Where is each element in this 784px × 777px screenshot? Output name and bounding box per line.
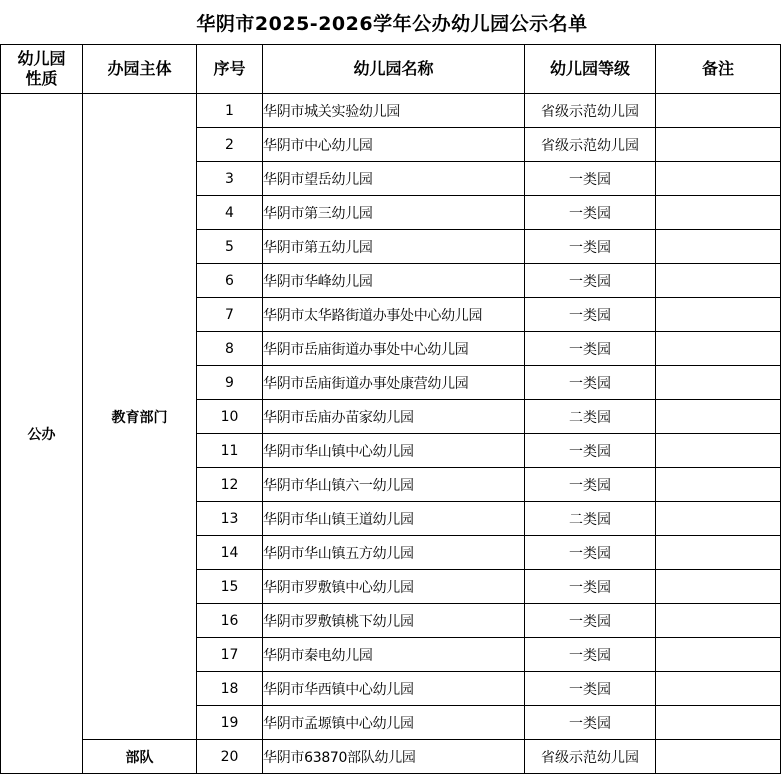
index-cell: 20 xyxy=(197,740,263,774)
note-cell xyxy=(656,332,781,366)
header-note: 备注 xyxy=(656,45,781,94)
note-cell xyxy=(656,468,781,502)
name-cell: 华阴市望岳幼儿园 xyxy=(263,162,525,196)
note-cell xyxy=(656,502,781,536)
note-cell xyxy=(656,196,781,230)
grade-cell: 一类园 xyxy=(525,570,656,604)
sponsor-cell-edu: 教育部门 xyxy=(83,94,197,740)
name-cell: 华阴市第五幼儿园 xyxy=(263,230,525,264)
note-cell xyxy=(656,264,781,298)
index-cell: 1 xyxy=(197,94,263,128)
index-cell: 18 xyxy=(197,672,263,706)
grade-cell: 一类园 xyxy=(525,536,656,570)
grade-cell: 一类园 xyxy=(525,230,656,264)
note-cell xyxy=(656,536,781,570)
header-row xyxy=(1,45,781,94)
name-cell: 华阴市第三幼儿园 xyxy=(263,196,525,230)
header-nature xyxy=(1,45,83,94)
nature-cell: 公办 xyxy=(1,94,83,774)
index-cell: 7 xyxy=(197,298,263,332)
table-row xyxy=(1,94,781,128)
index-cell: 19 xyxy=(197,706,263,740)
header-index: 序号 xyxy=(197,45,263,94)
note-cell xyxy=(656,672,781,706)
name-cell: 华阴市华峰幼儿园 xyxy=(263,264,525,298)
name-cell: 华阴市岳庙办苗家幼儿园 xyxy=(263,400,525,434)
grade-cell: 一类园 xyxy=(525,196,656,230)
sponsor-cell-army: 部队 xyxy=(83,740,197,774)
grade-cell: 一类园 xyxy=(525,672,656,706)
index-cell: 2 xyxy=(197,128,263,162)
page-title: 华阴市2025-2026学年公办幼儿园公示名单 xyxy=(196,12,588,35)
grade-cell: 一类园 xyxy=(525,638,656,672)
index-cell: 9 xyxy=(197,366,263,400)
index-cell: 3 xyxy=(197,162,263,196)
note-cell xyxy=(656,128,781,162)
note-cell xyxy=(656,230,781,264)
index-cell: 6 xyxy=(197,264,263,298)
name-cell: 华阴市太华路街道办事处中心幼儿园 xyxy=(263,298,525,332)
header-name: 幼儿园名称 xyxy=(263,45,525,94)
index-cell: 16 xyxy=(197,604,263,638)
index-cell: 15 xyxy=(197,570,263,604)
grade-cell: 省级示范幼儿园 xyxy=(525,740,656,774)
header-sponsor: 办园主体 xyxy=(83,45,197,94)
index-cell: 12 xyxy=(197,468,263,502)
grade-cell: 二类园 xyxy=(525,502,656,536)
grade-cell: 一类园 xyxy=(525,604,656,638)
grade-cell: 一类园 xyxy=(525,468,656,502)
note-cell xyxy=(656,94,781,128)
name-cell: 华阴市孟塬镇中心幼儿园 xyxy=(263,706,525,740)
header-nature-line1: 幼儿园 xyxy=(17,49,66,68)
name-cell: 华阴市华山镇中心幼儿园 xyxy=(263,434,525,468)
table-body xyxy=(1,94,781,774)
name-cell: 华阴市华西镇中心幼儿园 xyxy=(263,672,525,706)
note-cell xyxy=(656,162,781,196)
note-cell xyxy=(656,366,781,400)
kindergarten-table xyxy=(0,44,781,774)
grade-cell: 一类园 xyxy=(525,332,656,366)
name-cell: 华阴市岳庙街道办事处康营幼儿园 xyxy=(263,366,525,400)
note-cell xyxy=(656,706,781,740)
grade-cell: 一类园 xyxy=(525,298,656,332)
grade-cell: 一类园 xyxy=(525,366,656,400)
index-cell: 13 xyxy=(197,502,263,536)
index-cell: 17 xyxy=(197,638,263,672)
note-cell xyxy=(656,570,781,604)
note-cell xyxy=(656,298,781,332)
name-cell: 华阴市罗敷镇中心幼儿园 xyxy=(263,570,525,604)
grade-cell: 一类园 xyxy=(525,264,656,298)
name-cell: 华阴市岳庙街道办事处中心幼儿园 xyxy=(263,332,525,366)
name-cell: 华阴市华山镇五方幼儿园 xyxy=(263,536,525,570)
header-grade: 幼儿园等级 xyxy=(525,45,656,94)
index-cell: 5 xyxy=(197,230,263,264)
index-cell: 10 xyxy=(197,400,263,434)
grade-cell: 一类园 xyxy=(525,706,656,740)
name-cell: 华阴市罗敷镇桃下幼儿园 xyxy=(263,604,525,638)
grade-cell: 一类园 xyxy=(525,162,656,196)
name-cell: 华阴市城关实验幼儿园 xyxy=(263,94,525,128)
note-cell xyxy=(656,638,781,672)
index-cell: 14 xyxy=(197,536,263,570)
index-cell: 4 xyxy=(197,196,263,230)
note-cell xyxy=(656,604,781,638)
note-cell xyxy=(656,740,781,774)
name-cell: 华阴市华山镇六一幼儿园 xyxy=(263,468,525,502)
name-cell: 华阴市秦电幼儿园 xyxy=(263,638,525,672)
table-row xyxy=(1,740,781,774)
note-cell xyxy=(656,434,781,468)
name-cell: 华阴市63870部队幼儿园 xyxy=(263,740,525,774)
name-cell: 华阴市华山镇王道幼儿园 xyxy=(263,502,525,536)
header-nature-line2: 性质 xyxy=(25,69,58,88)
index-cell: 11 xyxy=(197,434,263,468)
grade-cell: 二类园 xyxy=(525,400,656,434)
grade-cell: 省级示范幼儿园 xyxy=(525,128,656,162)
name-cell: 华阴市中心幼儿园 xyxy=(263,128,525,162)
note-cell xyxy=(656,400,781,434)
grade-cell: 省级示范幼儿园 xyxy=(525,94,656,128)
grade-cell: 一类园 xyxy=(525,434,656,468)
index-cell: 8 xyxy=(197,332,263,366)
